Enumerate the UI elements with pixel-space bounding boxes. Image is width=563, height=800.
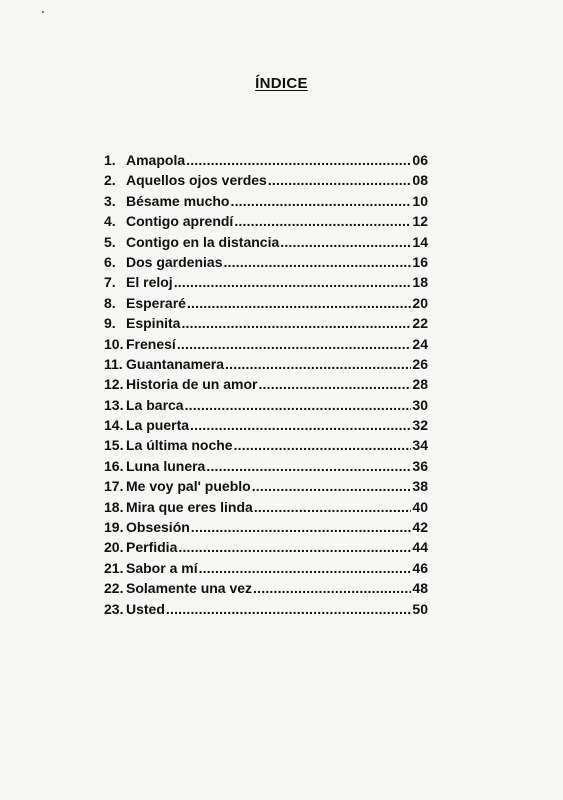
toc-entry-title: Contigo en la distancia xyxy=(126,233,280,250)
toc-entry-title: El reloj xyxy=(126,274,173,291)
toc-entry-number: 1. xyxy=(104,152,116,168)
dot-leader xyxy=(280,232,411,252)
toc-entry xyxy=(104,558,428,578)
toc-entry-number: 8. xyxy=(104,294,116,311)
toc-entry-number: 20. xyxy=(104,539,124,556)
toc-entry-title: Esperaré xyxy=(126,294,186,311)
toc-entry-number: 19. xyxy=(104,519,124,536)
dot-leader xyxy=(174,272,412,292)
toc-entry-title: Mira que eres linda xyxy=(126,498,253,515)
toc-entry xyxy=(104,578,428,598)
toc-entry-number: 23. xyxy=(104,600,124,617)
toc-entry-number: 10. xyxy=(104,335,124,352)
toc-entry-number: 12. xyxy=(104,376,124,393)
toc-entry-number: 14. xyxy=(104,417,124,434)
toc-entry-title: La barca xyxy=(126,396,184,413)
dot-leader xyxy=(230,191,411,211)
toc-entry-title: Sabor a mí xyxy=(126,559,198,576)
toc-entry xyxy=(104,252,428,272)
toc-entry-title: Dos gardenias xyxy=(126,253,223,270)
toc-entry-page-number: 32 xyxy=(412,417,428,434)
dot-leader xyxy=(254,497,412,517)
toc-entry-title: La última noche xyxy=(126,437,233,454)
toc-entry xyxy=(104,599,428,619)
toc-entry-number: 3. xyxy=(104,192,116,209)
toc-entry xyxy=(104,334,428,354)
dot-leader xyxy=(206,456,411,476)
toc-entry-title: La puerta xyxy=(126,417,190,434)
toc-entry-page-number: 38 xyxy=(412,478,428,495)
toc-entry-number: 21. xyxy=(104,559,124,576)
toc-entry-page-number: 16 xyxy=(412,253,428,270)
toc-entry-page-number: 50 xyxy=(412,600,428,617)
toc-entry-page-number: 44 xyxy=(412,539,428,556)
index-title-wrapper xyxy=(0,75,563,92)
dot-leader xyxy=(199,558,412,578)
toc-entry-title: Perfidia xyxy=(126,539,178,556)
toc-entry xyxy=(104,232,428,252)
toc-entry xyxy=(104,313,428,333)
toc-entry-title: Luna lunera xyxy=(126,457,206,474)
toc-entry-number: 13. xyxy=(104,396,124,413)
toc-entry-number: 2. xyxy=(104,172,116,189)
dot-leader xyxy=(253,578,411,598)
toc-entry xyxy=(104,374,428,394)
toc-entry-page-number: 48 xyxy=(412,580,428,597)
toc-entry xyxy=(104,150,428,170)
toc-entry-title: Contigo aprendí xyxy=(126,213,234,230)
dot-leader xyxy=(185,395,412,415)
toc-entry-title: Amapola xyxy=(126,152,186,168)
toc-entry-number: 15. xyxy=(104,437,124,454)
page-title: ÍNDICE xyxy=(255,75,308,92)
toc-entry-page-number: 28 xyxy=(412,376,428,393)
table-of-contents xyxy=(104,150,428,619)
toc-entry xyxy=(104,415,428,435)
dot-leader xyxy=(177,334,412,354)
dot-leader xyxy=(223,252,411,272)
toc-entry-title: Historia de un amor xyxy=(126,376,258,393)
toc-entry xyxy=(104,211,428,231)
dot-leader xyxy=(252,476,412,496)
toc-entry-title: Usted xyxy=(126,600,165,617)
toc-entry-page-number: 14 xyxy=(412,233,428,250)
toc-entry-page-number: 40 xyxy=(412,498,428,515)
toc-entry-page-number: 10 xyxy=(412,192,428,209)
toc-entry-title: Obsesión xyxy=(126,519,190,536)
toc-entry-page-number: 46 xyxy=(412,559,428,576)
toc-entry xyxy=(104,517,428,537)
toc-entry-page-number: 26 xyxy=(412,355,428,372)
toc-entry xyxy=(104,537,428,557)
toc-entry-page-number: 12 xyxy=(412,213,428,230)
toc-entry-page-number: 08 xyxy=(412,172,428,189)
toc-entry-number: 9. xyxy=(104,315,116,332)
dot-leader xyxy=(234,211,411,231)
toc-entry-number: 11. xyxy=(104,355,123,372)
toc-entry xyxy=(104,293,428,313)
toc-entry-page-number: 22 xyxy=(412,315,428,332)
toc-entry xyxy=(104,170,428,190)
dot-leader xyxy=(191,517,412,537)
dot-leader xyxy=(234,435,412,455)
toc-entry-number: 4. xyxy=(104,213,116,230)
toc-entry-title: Espinita xyxy=(126,315,181,332)
toc-entry xyxy=(104,435,428,455)
toc-entry xyxy=(104,476,428,496)
toc-entry xyxy=(104,497,428,517)
toc-entry xyxy=(104,395,428,415)
toc-entry xyxy=(104,354,428,374)
dot-leader xyxy=(187,293,411,313)
toc-entry-number: 7. xyxy=(104,274,116,291)
toc-entry-title: Solamente una vez xyxy=(126,580,253,597)
dot-leader xyxy=(225,354,411,374)
dot-leader xyxy=(186,150,411,170)
dot-leader xyxy=(178,537,411,557)
toc-entry-title: Frenesí xyxy=(126,335,176,352)
toc-entry xyxy=(104,272,428,292)
toc-entry-number: 16. xyxy=(104,457,124,474)
toc-entry-number: 18. xyxy=(104,498,124,515)
toc-entry-page-number: 06 xyxy=(412,152,428,168)
toc-entry-page-number: 42 xyxy=(412,519,428,536)
dot-leader xyxy=(166,599,412,619)
toc-entry-number: 22. xyxy=(104,580,124,597)
dot-leader xyxy=(268,170,412,190)
toc-entry-page-number: 24 xyxy=(412,335,428,352)
scan-speck xyxy=(42,11,44,13)
toc-entry-page-number: 20 xyxy=(412,294,428,311)
toc-entry xyxy=(104,191,428,211)
dot-leader xyxy=(258,374,411,394)
toc-entry xyxy=(104,456,428,476)
toc-entry-title: Me voy pal' pueblo xyxy=(126,478,251,495)
toc-entry-title: Aquellos ojos verdes xyxy=(126,172,267,189)
toc-entry-page-number: 30 xyxy=(412,396,428,413)
dot-leader xyxy=(190,415,411,435)
dot-leader xyxy=(181,313,411,333)
toc-entry-page-number: 34 xyxy=(412,437,428,454)
toc-entry-title: Bésame mucho xyxy=(126,192,230,209)
toc-entry-number: 6. xyxy=(104,253,116,270)
toc-entry-page-number: 36 xyxy=(412,457,428,474)
toc-entry-page-number: 18 xyxy=(412,274,428,291)
toc-entry-number: 17. xyxy=(104,478,124,495)
toc-entry-title: Guantanamera xyxy=(126,355,225,372)
toc-entry-number: 5. xyxy=(104,233,116,250)
